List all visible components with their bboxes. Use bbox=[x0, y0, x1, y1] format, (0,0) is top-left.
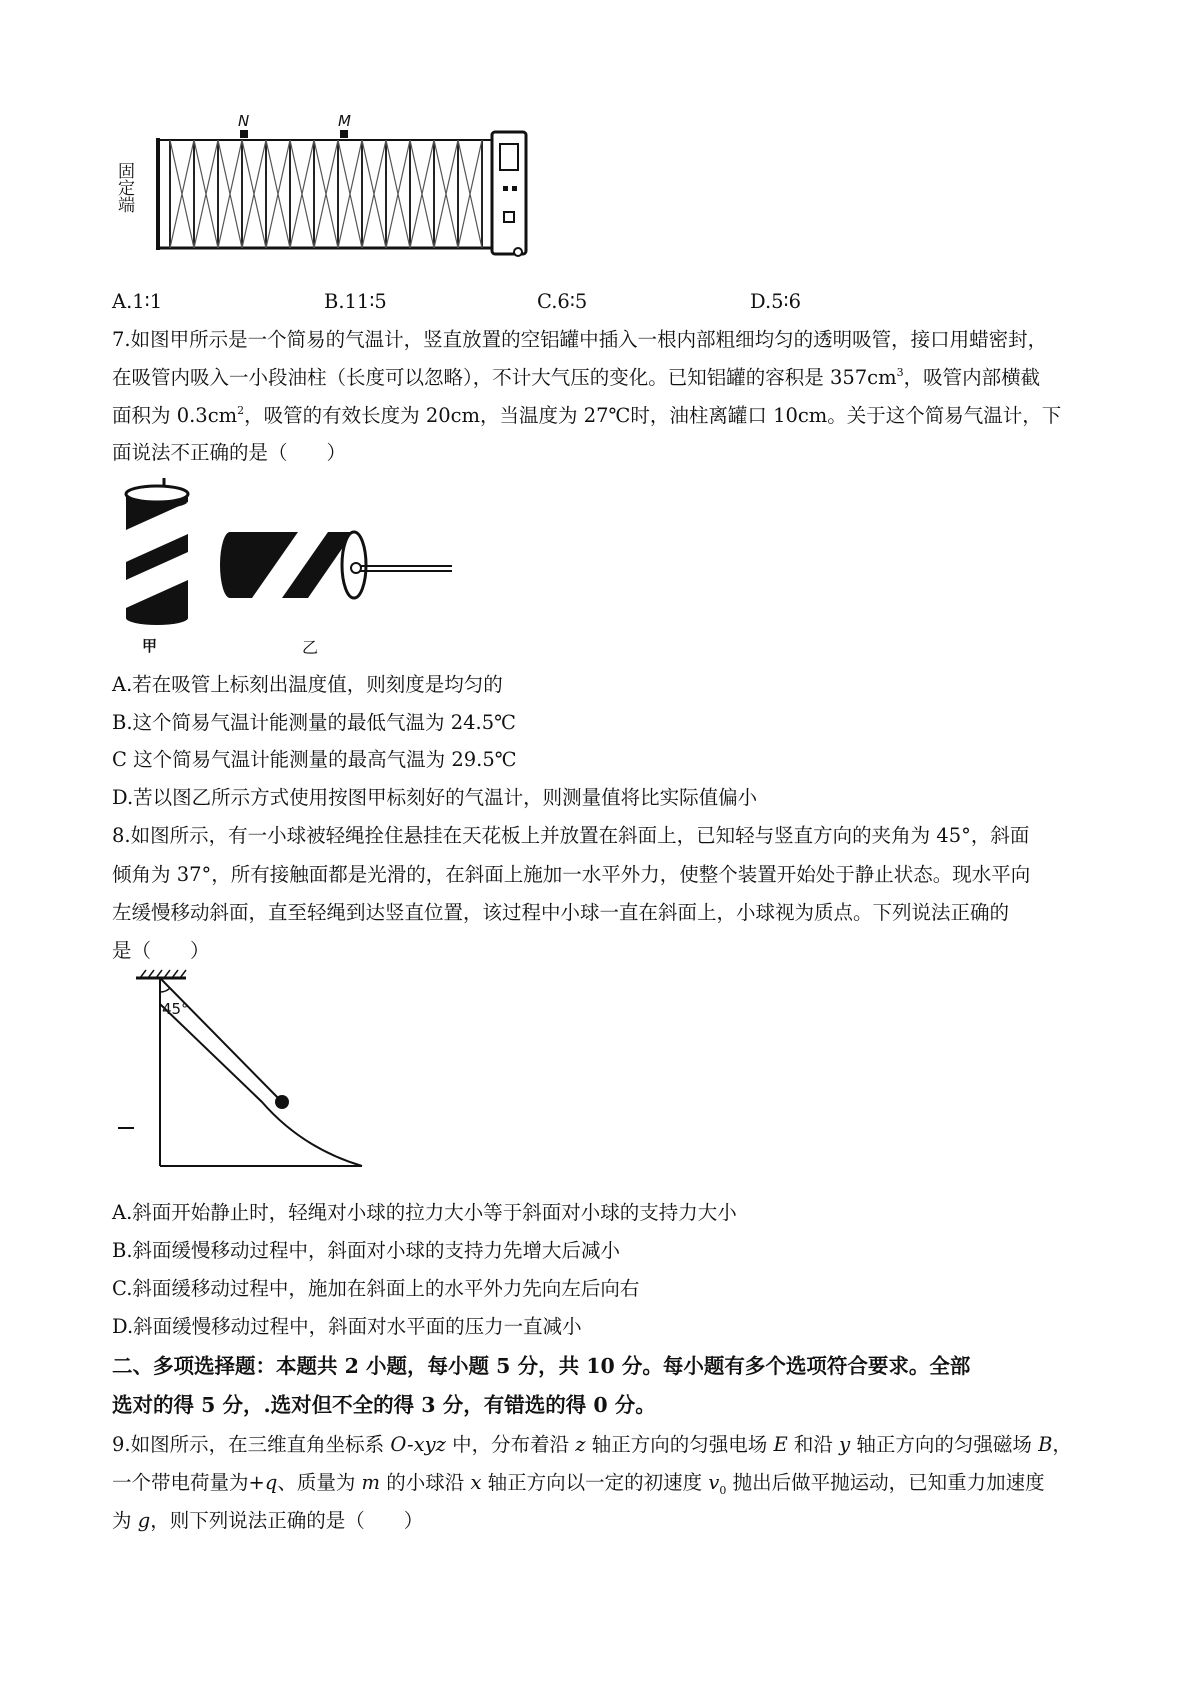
fixed-end-label: 固定端 bbox=[114, 162, 134, 213]
q6-option-b: B.11∶5 bbox=[324, 290, 387, 313]
q8-stem-line-4: 是（ ） bbox=[112, 939, 210, 962]
section2-heading-line-1: 二、多项选择题：本题共 2 小题，每小题 5 分，共 10 分。每小题有多个选项符合要求。全部 bbox=[112, 1354, 971, 1378]
q6-option-c: C.6∶5 bbox=[537, 290, 588, 313]
q6-gate-figure bbox=[112, 100, 552, 270]
q7-stem-line-4: 面说法不正确的是（ ） bbox=[112, 441, 347, 464]
q6-option-a: A.1∶1 bbox=[112, 290, 163, 313]
point-m-label: M bbox=[338, 112, 351, 130]
q9-stem-line-2: 一个带电荷量为+q、质量为 m 的小球沿 x 轴正方向以一定的初速度 $v_0$ 抛出后做平抛运动，已知重力加速度 bbox=[112, 1471, 1045, 1497]
q8-option-a: A.斜面开始静止时，轻绳对小球的拉力大小等于斜面对小球的支持力大小 bbox=[112, 1201, 737, 1224]
jia-label: 甲 bbox=[142, 637, 158, 655]
q6-option-d: D.5∶6 bbox=[750, 290, 802, 313]
section2-heading-line-2: 选对的得 5 分，.选对但不全的得 3 分，有错选的得 0 分。 bbox=[112, 1393, 656, 1417]
q7-option-b: B.这个简易气温计能测量的最低气温为 24.5℃ bbox=[112, 711, 516, 734]
yi-label: 乙 bbox=[302, 638, 319, 657]
point-n-label: N bbox=[238, 112, 250, 130]
q7-option-c: C 这个简易气温计能测量的最高气温为 29.5℃ bbox=[112, 748, 517, 771]
q7-stem-line-2: 在吸管内吸入一小段油柱（长度可以忽略），不计大气压的变化。已知铝罐的容积是 $357cm^3$，吸管内部横截 bbox=[112, 366, 1041, 389]
q7-stem-line-1: 7.如图甲所示是一个简易的气温计，竖直放置的空铝罐中插入一根内部粗细均匀的透明吸管，接口用蜡密封， bbox=[112, 328, 1048, 351]
angle-label: 45° bbox=[162, 1000, 189, 1018]
q8-stem-line-1: 8.如图所示，有一小球被轻绳拴住悬挂在天花板上并放置在斜面上，已知轻与竖直方向的夹角为 45°，斜面 bbox=[112, 824, 1030, 847]
q8-stem-line-2: 倾角为 37°，所有接触面都是光滑的，在斜面上施加一水平外力，使整个装置开始处于静止状态。现水平向 bbox=[112, 863, 1031, 886]
q7-thermometer-figure bbox=[112, 478, 452, 658]
q9-stem-line-3: 为 g，则下列说法正确的是（ ） bbox=[112, 1509, 424, 1532]
q7-stem-line-3: 面积为 $0.3cm^2$，吸管的有效长度为 20cm，当温度为 27℃时，油柱离罐口 10cm。关于这个简易气温计，下 bbox=[112, 404, 1062, 427]
q8-incline-figure bbox=[112, 966, 382, 1176]
q8-option-d: D.斜面缓慢移动过程中，斜面对水平面的压力一直减小 bbox=[112, 1315, 582, 1338]
q7-option-d: D.苦以图乙所示方式使用按图甲标刻好的气温计，则测量值将比实际值偏小 bbox=[112, 786, 758, 809]
q7-option-a: A.若在吸管上标刻出温度值，则刻度是均匀的 bbox=[112, 673, 503, 696]
q8-option-c: C.斜面缓移动过程中，施加在斜面上的水平外力先向左后向右 bbox=[112, 1277, 640, 1300]
q9-stem-line-1: 9.如图所示，在三维直角坐标系 O-xyz 中，分布着沿 z 轴正方向的匀强电场 E 和沿 y 轴正方向的匀强磁场 B， bbox=[112, 1433, 1072, 1456]
q8-option-b: B.斜面缓慢移动过程中，斜面对小球的支持力先增大后减小 bbox=[112, 1239, 621, 1262]
q8-stem-line-3: 左缓慢移动斜面，直至轻绳到达竖直位置，该过程中小球一直在斜面上，小球视为质点。下列说法正确的 bbox=[112, 901, 1010, 924]
